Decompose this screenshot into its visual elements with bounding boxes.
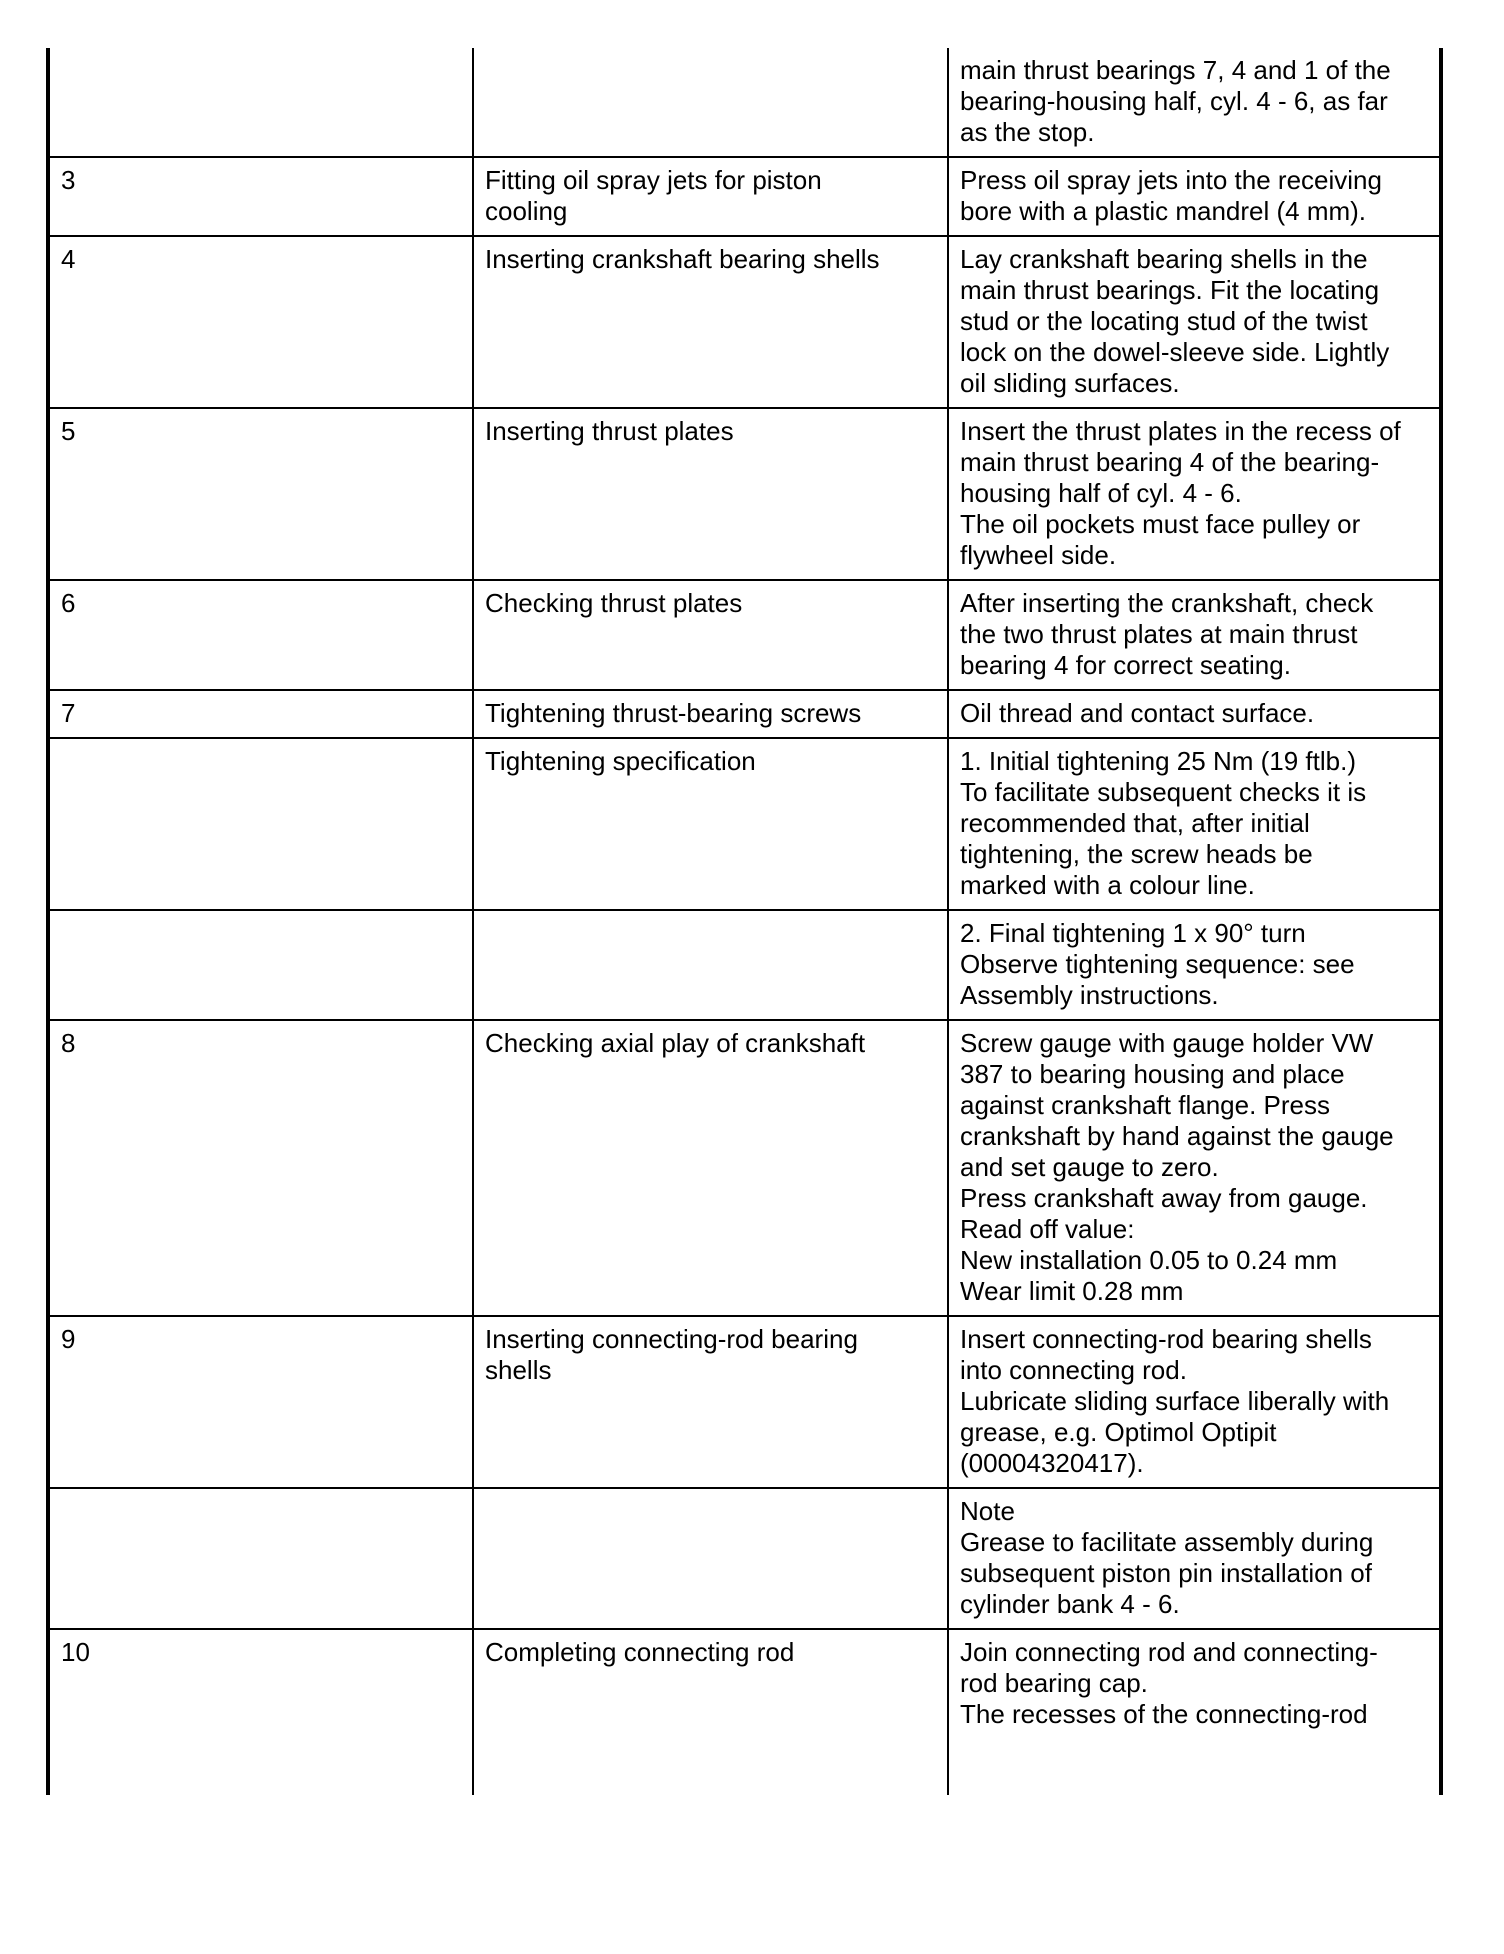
- procedure-cell: 1. Initial tightening 25 Nm (19 ftlb.) To facilitate subsequent checks it is recommended that, after initial tightening, the screw heads be marked with a colour line.: [948, 738, 1441, 910]
- procedure-cell: Insert connecting-rod bearing shells into connecting rod. Lubricate sliding surface liberally with grease, e.g. Optimol Optipit (00004320417).: [948, 1316, 1441, 1488]
- step-number-cell: 4: [48, 236, 473, 408]
- table-row: [48, 1488, 1441, 1629]
- table-row: [48, 1629, 1441, 1795]
- step-number-cell: [48, 1488, 473, 1629]
- step-number-cell: 9: [48, 1316, 473, 1488]
- operation-cell: Checking thrust plates: [473, 580, 948, 690]
- operation-cell: Tightening thrust-bearing screws: [473, 690, 948, 738]
- operation-cell: [473, 1488, 948, 1629]
- step-number-cell: [48, 738, 473, 910]
- table-row: [48, 1020, 1441, 1316]
- operation-cell: Inserting crankshaft bearing shells: [473, 236, 948, 408]
- operation-cell: Inserting thrust plates: [473, 408, 948, 580]
- procedure-cell: After inserting the crankshaft, check the two thrust plates at main thrust bearing 4 for correct seating.: [948, 580, 1441, 690]
- step-number-cell: 3: [48, 157, 473, 236]
- procedure-cell: Oil thread and contact surface.: [948, 690, 1441, 738]
- operation-cell: Tightening specification: [473, 738, 948, 910]
- operation-cell: [473, 910, 948, 1020]
- step-number-cell: 10: [48, 1629, 473, 1795]
- procedure-cell: Lay crankshaft bearing shells in the main thrust bearings. Fit the locating stud or the locating stud of the twist lock on the dowel-sleeve side. Lightly oil sliding surfaces.: [948, 236, 1441, 408]
- procedure-cell: main thrust bearings 7, 4 and 1 of the bearing-housing half, cyl. 4 - 6, as far as the stop.: [948, 48, 1441, 157]
- table-row: [48, 690, 1441, 738]
- operation-cell: Completing connecting rod: [473, 1629, 948, 1795]
- table-row: [48, 408, 1441, 580]
- table-row: [48, 236, 1441, 408]
- table-row: [48, 1316, 1441, 1488]
- procedure-cell: Note Grease to facilitate assembly during subsequent piston pin installation of cylinder bank 4 - 6.: [948, 1488, 1441, 1629]
- table-row: [48, 48, 1441, 157]
- step-number-cell: [48, 48, 473, 157]
- procedure-cell: Join connecting rod and connecting- rod bearing cap. The recesses of the connecting-rod: [948, 1629, 1441, 1795]
- procedure-cell: Press oil spray jets into the receiving bore with a plastic mandrel (4 mm).: [948, 157, 1441, 236]
- procedure-cell: Screw gauge with gauge holder VW 387 to bearing housing and place against crankshaft flange. Press crankshaft by hand against the gauge and set gauge to zero. Press crankshaft away from gauge. Read off value: New installation 0.05 to 0.24 mm Wear limit 0.28 mm: [948, 1020, 1441, 1316]
- operation-cell: Inserting connecting-rod bearing shells: [473, 1316, 948, 1488]
- procedure-cell: 2. Final tightening 1 x 90° turn Observe tightening sequence: see Assembly instructions.: [948, 910, 1441, 1020]
- table-row: [48, 580, 1441, 690]
- procedure-cell: Insert the thrust plates in the recess of main thrust bearing 4 of the bearing- housing half of cyl. 4 - 6. The oil pockets must face pulley or flywheel side.: [948, 408, 1441, 580]
- step-number-cell: [48, 910, 473, 1020]
- procedure-table: [46, 48, 1443, 1795]
- step-number-cell: 6: [48, 580, 473, 690]
- operation-cell: [473, 48, 948, 157]
- step-number-cell: 8: [48, 1020, 473, 1316]
- table-row: [48, 910, 1441, 1020]
- step-number-cell: 7: [48, 690, 473, 738]
- step-number-cell: 5: [48, 408, 473, 580]
- table-row: [48, 738, 1441, 910]
- operation-cell: Fitting oil spray jets for piston cooling: [473, 157, 948, 236]
- table-row: [48, 157, 1441, 236]
- operation-cell: Checking axial play of crankshaft: [473, 1020, 948, 1316]
